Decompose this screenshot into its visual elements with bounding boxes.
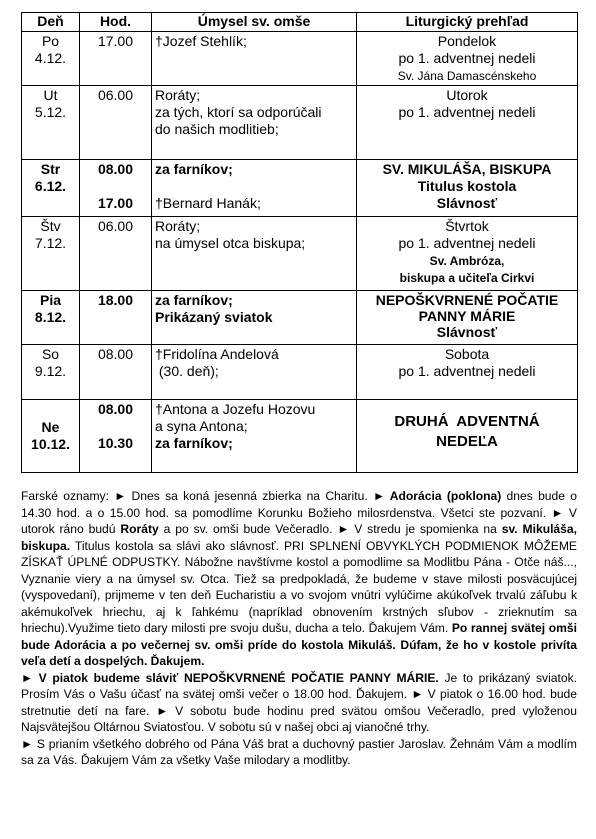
intention-text: a syna Antona;	[155, 418, 248, 434]
liturgy-feast: NEPOŠKVRNENÉ POČATIE	[375, 292, 559, 308]
intention-text: †Fridolína Andelová	[155, 346, 279, 362]
intention-text: do našich modlitieb;	[155, 121, 279, 137]
day-cell	[22, 400, 80, 473]
liturgy-title: Titulus kostola	[417, 178, 517, 194]
header-hour: Hod.	[80, 13, 152, 32]
announcement-text: V sobotu bude hodinu pred svätou omšou Večeradlo, pred vyloženou Najsvätejšou Oltárnou Sviatosťou. V sobotu sú v našej obci aj vianočné trhy.	[21, 703, 577, 734]
liturgy-day: Sobota	[444, 346, 490, 362]
intention-text: Roráty;	[155, 87, 201, 103]
day-cell	[22, 86, 80, 160]
mass-hour: 10.30	[97, 435, 134, 451]
day-name: Ut	[43, 87, 58, 103]
hour-cell	[80, 400, 152, 473]
liturgy-day: Utorok	[446, 87, 488, 103]
announcement-text: a po sv. omši bude Večeradlo.	[158, 522, 338, 536]
sunday-title	[360, 412, 574, 452]
liturgy-rank: Slávnosť	[436, 324, 498, 340]
liturgy-saint: Sv. Jána Damascénskeho	[397, 69, 537, 83]
hour-cell	[80, 291, 152, 345]
mass-hour: 08.00	[97, 161, 134, 177]
table-header-row	[22, 13, 578, 32]
day-date: 10.12.	[31, 436, 70, 452]
arrow-icon: ►	[337, 522, 350, 536]
day-cell	[22, 160, 80, 217]
day-name: Ne	[41, 419, 60, 435]
announcement-text: V stredu je spomienka na	[349, 522, 502, 536]
day-date: 4.12.	[34, 50, 67, 66]
intention-cell	[152, 345, 357, 400]
liturgy-feast: PANNY MÁRIE	[418, 308, 516, 324]
announcements-lead: Farské oznamy:	[21, 489, 115, 503]
liturgy-saint: biskupa a učiteľa Cirkvi	[399, 271, 535, 285]
liturgy-week: po 1. adventnej nedeli	[398, 50, 536, 66]
arrow-icon: ►	[551, 505, 564, 520]
liturgy-rank: Slávnosť	[436, 195, 498, 211]
mass-hour: 18.00	[97, 292, 134, 308]
day-date: 5.12.	[34, 104, 67, 120]
intention-cell	[152, 291, 357, 345]
arrow-icon: ►	[411, 687, 424, 701]
table-row-tuesday	[22, 86, 578, 160]
intention-text: Roráty;	[155, 218, 201, 234]
intention-text: (30. deň);	[158, 363, 219, 379]
hour-cell	[80, 345, 152, 400]
arrow-icon: ►	[372, 489, 385, 503]
liturgy-cell	[357, 160, 578, 217]
liturgy-day: Štvrtok	[445, 218, 489, 234]
announcement-paragraph	[21, 736, 577, 769]
day-name: Str	[40, 161, 61, 177]
intention-text: na úmysel otca biskupa;	[155, 235, 306, 251]
liturgy-cell	[357, 400, 578, 473]
day-cell	[22, 345, 80, 400]
hour-cell	[80, 160, 152, 217]
table-row-thursday	[22, 217, 578, 291]
liturgy-saint: Sv. Ambróza,	[429, 254, 505, 268]
intention-cell	[152, 86, 357, 160]
intention-text: za farníkov;	[155, 292, 233, 308]
arrow-icon: ►	[21, 736, 33, 751]
mass-hour: 17.00	[97, 33, 134, 49]
day-name: Po	[41, 33, 60, 49]
table-row-saturday	[22, 345, 578, 400]
sunday-title-line: NEDEĽA	[436, 433, 498, 450]
header-day: Deň	[22, 13, 80, 32]
announcement-bold: Adorácia (poklona)	[384, 489, 502, 503]
intention-text: †Antona a Jozefu Hozovu	[155, 401, 316, 417]
announcement-text: Dnes sa koná jesenná zbierka na Charitu.	[126, 489, 373, 503]
announcement-bold: Roráty	[120, 522, 159, 536]
table-row-monday	[22, 32, 578, 86]
announcement-text: Je to prikázaný sviatok. Prosím Vás o Vašu účasť na svätej omši večer o 18.00 hod. Ďakujem.	[21, 670, 578, 701]
day-name: Pia	[39, 292, 61, 308]
liturgy-day: Pondelok	[437, 33, 497, 49]
mass-hour: 08.00	[97, 346, 134, 362]
mass-hour: 06.00	[97, 87, 134, 103]
hour-cell	[80, 217, 152, 291]
announcement-text: dnes bude o 14.30 hod. a o 15.00 hod. sa pomodlíme Korunku Božieho milosrdenstva. Všetci ste pozvaní.	[21, 489, 577, 520]
header-intention: Úmysel sv. omše	[152, 13, 357, 32]
liturgy-feast: SV. MIKULÁŠA, BISKUPA	[382, 161, 552, 177]
mass-hour: 17.00	[97, 195, 134, 211]
announcement-text: V utorok ráno budú	[21, 505, 577, 536]
holy-day-note: Prikázaný sviatok	[155, 309, 273, 325]
liturgy-cell	[357, 291, 578, 345]
day-cell	[22, 291, 80, 345]
announcement-text: V piatok o 16.00 hod. bude stretnutie detí na fare.	[21, 687, 577, 718]
intention-cell	[152, 400, 357, 473]
day-date: 6.12.	[34, 178, 67, 194]
table-row-wednesday	[22, 160, 578, 217]
liturgy-week: po 1. adventnej nedeli	[398, 104, 536, 120]
announcement-bold: Po rannej svätej omši bude Adorácia a po večernej sv. omši príde do kostola Mikuláš. Dúfam, že ho v kostole privíta veľa detí a dospelých. Ďakujem.	[21, 621, 577, 668]
table-row-sunday	[22, 400, 578, 473]
announcement-paragraph	[21, 488, 577, 670]
intention-cell	[152, 32, 357, 86]
intention-text: za farníkov;	[155, 161, 233, 177]
arrow-icon: ►	[156, 703, 169, 718]
liturgy-cell	[357, 217, 578, 291]
intention-text: †Jozef Stehlík;	[155, 33, 247, 49]
liturgy-week: po 1. adventnej nedeli	[398, 235, 536, 251]
announcement-text: Titulus kostola sa slávi ako slávnosť. PRI SPLNENÍ OBVYKLÝCH PODMIENOK MÔŽEME ZÍSKAŤ ÚPLNÉ ODPUSTKY. Nábožne navštívme kostol a pomodlime sa Modlitbu Pána - Otče náš..., Vyznanie viery a na úmysel sv. Otca. Tiež sa predpokladá, že budeme v stave milosti posväcujúcej (vyspovedaní), prijmeme v ten deň Eucharistiu a vo svojom vnútri vylúčime akúkoľvek trvalú záľubu k akémukoľvek hriechu, aj k ľahkému (napríklad obnovením krstných sľubov - zrieknutím sa hriechu).Využime tieto dary milosti pre svoju dušu, ducha a telo. Ďakujem Vám.	[21, 538, 577, 635]
day-date: 7.12.	[34, 235, 67, 251]
day-date: 9.12.	[34, 363, 67, 379]
day-cell	[22, 32, 80, 86]
mass-hour: 08.00	[97, 401, 134, 417]
hour-cell	[80, 32, 152, 86]
parish-announcements	[21, 488, 577, 769]
mass-schedule-table	[21, 12, 578, 473]
day-name: So	[41, 346, 60, 362]
liturgy-cell	[357, 345, 578, 400]
header-liturgy: Liturgický prehľad	[357, 13, 578, 32]
liturgy-cell	[357, 32, 578, 86]
liturgy-cell	[357, 86, 578, 160]
table-row-friday	[22, 291, 578, 345]
announcement-bold: sv. Mikuláša, biskupa.	[21, 522, 577, 553]
intention-text: za farníkov;	[155, 435, 233, 451]
announcement-bold: V piatok budeme sláviť NEPOŠKVRNENÉ POČATIE PANNY MÁRIE.	[32, 670, 439, 685]
intention-cell	[152, 160, 357, 217]
intention-cell	[152, 217, 357, 291]
arrow-icon: ►	[114, 489, 127, 503]
announcement-paragraph	[21, 670, 577, 736]
sunday-title-line: DRUHÁ ADVENTNÁ	[394, 413, 540, 430]
liturgy-week: po 1. adventnej nedeli	[398, 363, 536, 379]
hour-cell	[80, 86, 152, 160]
intention-text: za tých, ktorí sa odporúčali	[155, 104, 322, 120]
day-cell	[22, 217, 80, 291]
intention-text: †Bernard Hanák;	[155, 195, 261, 211]
day-name: Štv	[40, 218, 61, 234]
arrow-icon: ►	[21, 670, 33, 685]
day-date: 8.12.	[34, 309, 67, 325]
mass-hour: 06.00	[97, 218, 134, 234]
closing-greeting: S prianím všetkého dobrého od Pána Váš brat a duchovný pastier Jaroslav. Žehnám Vám a modlím sa za Vás. Ďakujem Vám za všetky Vaše milodary a modlitby.	[21, 736, 577, 767]
